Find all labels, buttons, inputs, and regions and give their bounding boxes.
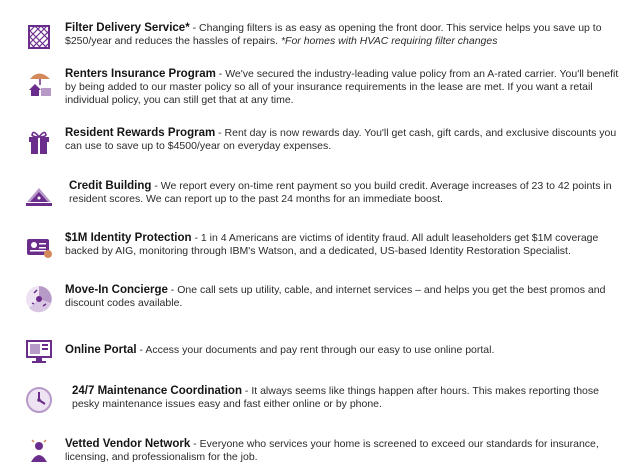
- benefit-title: Renters Insurance Program: [65, 68, 216, 80]
- clock-wrench-icon: [24, 385, 54, 415]
- benefit-title: Credit Building: [69, 180, 152, 192]
- separator: -: [167, 284, 178, 296]
- benefit-title: Vetted Vendor Network: [65, 438, 191, 450]
- benefit-description: Rent day is now rewards day. You'll get cash, gift cards, and exclusive discounts you can use to save up to $4500/year on everyday expenses.: [65, 127, 617, 152]
- separator: -: [215, 68, 226, 80]
- benefit-description: Everyone who services your home is screened to exceed our standards for insurance, licensing, and professionalism for the job.: [65, 438, 599, 463]
- id-card-icon: [24, 232, 54, 262]
- benefit-footnote: *For homes with HVAC requiring filter changes: [278, 35, 498, 47]
- benefit-title: Move-In Concierge: [65, 284, 168, 296]
- filter-grid-icon: [24, 22, 54, 52]
- separator: -: [191, 232, 201, 244]
- separator: -: [190, 438, 200, 450]
- vendor-person-icon: [24, 438, 54, 468]
- separator: -: [215, 127, 225, 139]
- computer-portal-icon: [24, 336, 54, 366]
- separator: -: [241, 385, 252, 397]
- benefit-description: Access your documents and pay rent through our easy to use online portal.: [145, 344, 495, 356]
- umbrella-house-icon: [24, 68, 54, 98]
- benefit-description: One call sets up utility, cable, and internet services – and helps you get the best promos and discount codes available.: [65, 284, 606, 309]
- benefit-description: Changing filters is as easy as opening the front door. This service helps you save up to $250/year and reduces the hassles of repairs.: [65, 22, 602, 47]
- gift-icon: [24, 127, 54, 157]
- benefit-description: It always seems like things happen after hours. This makes reporting those pesky maintenance issues easy and fast either online or by phone.: [72, 385, 599, 410]
- benefit-description: We report every on-time rent payment so you build credit. Average increases of 23 to 42 points in resident scores. We can report up to the past 24 months for an immediate boost.: [69, 180, 612, 205]
- benefit-title: Filter Delivery Service: [65, 22, 186, 34]
- footnote-mark: *: [185, 22, 190, 34]
- benefit-description: We've secured the industry-leading value policy from an A-rated carrier. You'll benefit by being added to our master policy so all of your insurance requirements in the lease are met. If you want a retail individual policy, you can still get that at any time.: [65, 68, 619, 106]
- separator: -: [189, 22, 200, 34]
- benefit-title: Resident Rewards Program: [65, 127, 216, 139]
- credit-meter-icon: [24, 180, 54, 210]
- separator: -: [151, 180, 161, 192]
- benefit-description: 1 in 4 Americans are victims of identity fraud. All adult leaseholders get $1M coverage backed by AIG, monitoring through IBM's Watson, and a dedicated, US-based Identity Restoration Specialist.: [65, 232, 599, 257]
- benefit-title: 24/7 Maintenance Coordination: [72, 385, 242, 397]
- utilities-icon: [24, 284, 54, 314]
- separator: -: [136, 344, 146, 356]
- benefit-title: $1M Identity Protection: [65, 232, 192, 244]
- benefit-title: Online Portal: [65, 344, 137, 356]
